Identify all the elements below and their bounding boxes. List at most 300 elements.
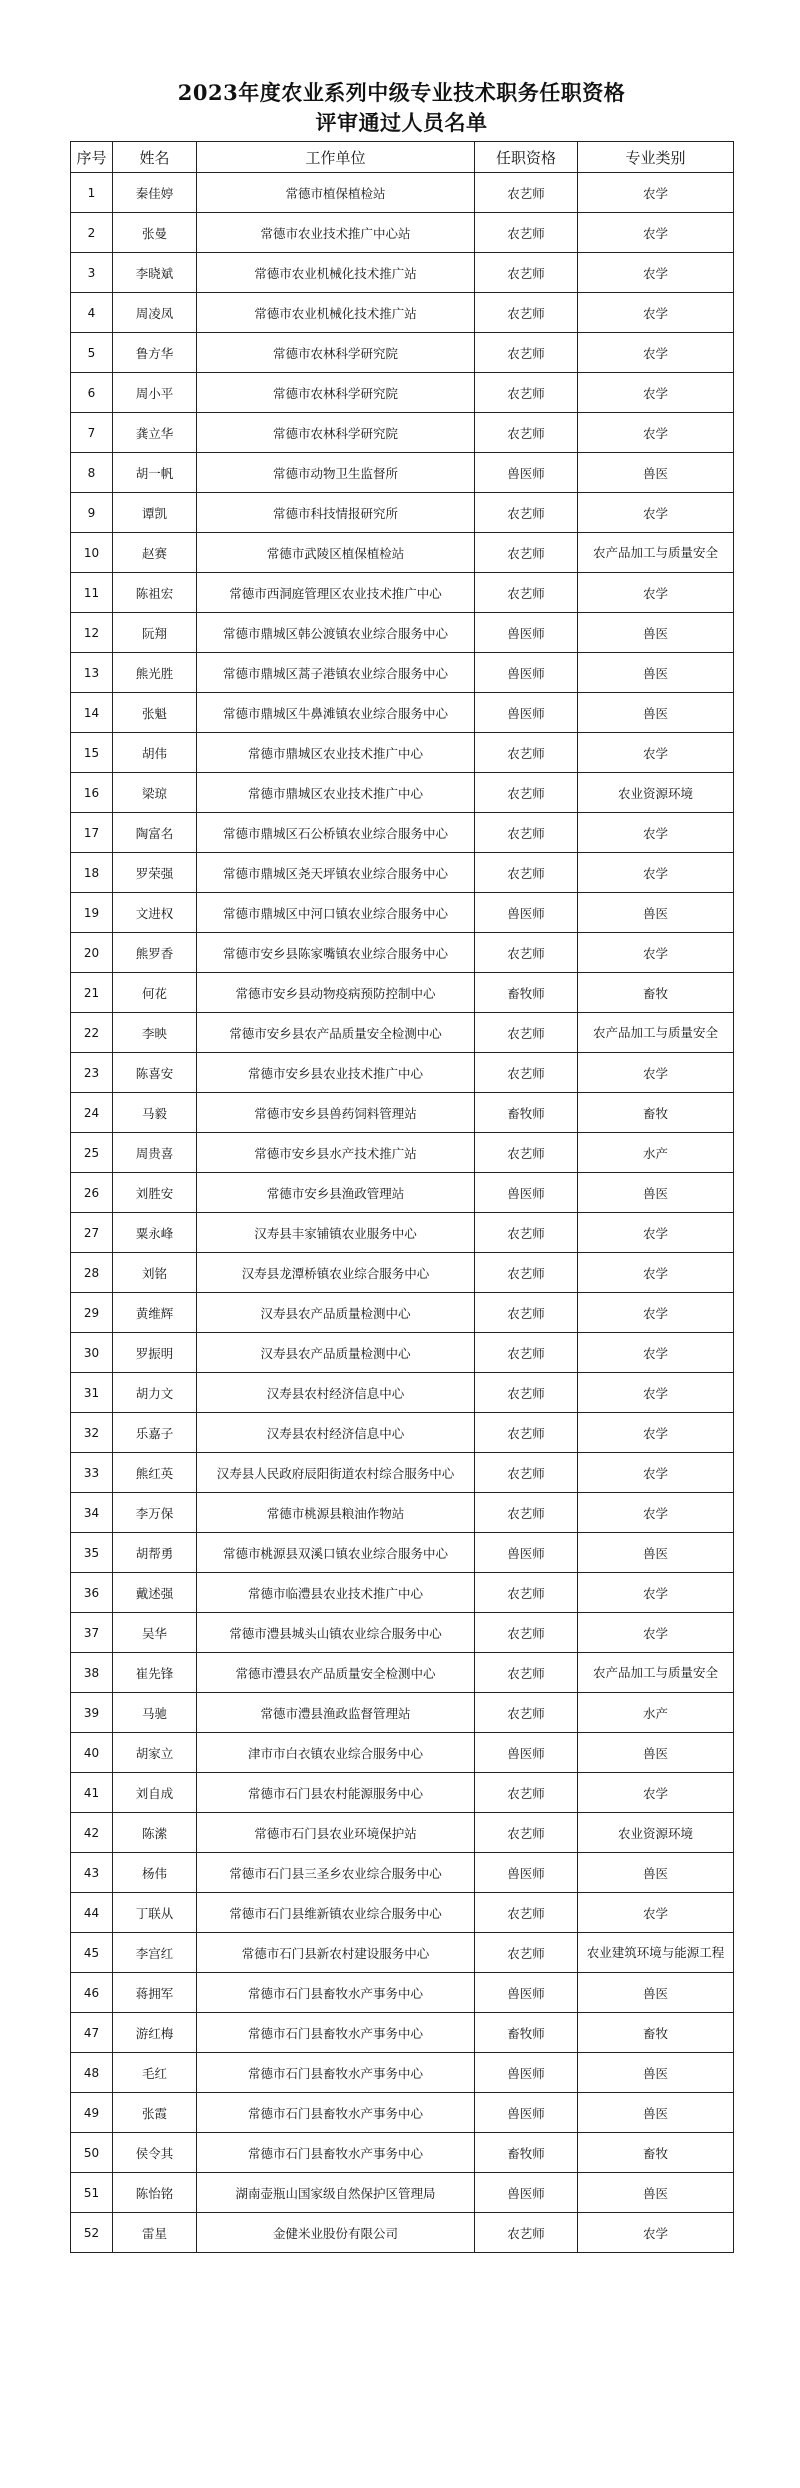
- table-row: [71, 693, 734, 733]
- table-row: [71, 1733, 734, 1773]
- row-name: 刘自成: [113, 1773, 197, 1813]
- row-index: 31: [71, 1373, 113, 1413]
- row-name: 鲁方华: [113, 333, 197, 373]
- row-index: 39: [71, 1693, 113, 1733]
- row-unit: 常德市安乡县农产品质量安全检测中心: [197, 1013, 475, 1053]
- row-category: 农学: [578, 373, 734, 413]
- row-index: 48: [71, 2053, 113, 2093]
- row-unit: 汉寿县农村经济信息中心: [197, 1413, 475, 1453]
- row-category: 兽医: [578, 1533, 734, 1573]
- table-row: [71, 1493, 734, 1533]
- table-row: [71, 1853, 734, 1893]
- row-index: 51: [71, 2173, 113, 2213]
- row-unit: 常德市武陵区植保植检站: [197, 533, 475, 573]
- row-name: 李宫红: [113, 1933, 197, 1973]
- row-name: 马驰: [113, 1693, 197, 1733]
- row-name: 秦佳婷: [113, 173, 197, 213]
- table-row: [71, 1813, 734, 1853]
- row-index: 10: [71, 533, 113, 573]
- table-row: [71, 333, 734, 373]
- row-qualification: 农艺师: [475, 373, 578, 413]
- row-qualification: 兽医师: [475, 1853, 578, 1893]
- row-qualification: 农艺师: [475, 2213, 578, 2253]
- row-category: 农学: [578, 1213, 734, 1253]
- row-qualification: 兽医师: [475, 693, 578, 733]
- row-index: 20: [71, 933, 113, 973]
- row-category: 农业资源环境: [578, 773, 734, 813]
- row-name: 周凌凤: [113, 293, 197, 333]
- table-row: [71, 653, 734, 693]
- row-name: 粟永峰: [113, 1213, 197, 1253]
- row-unit: 常德市鼎城区韩公渡镇农业综合服务中心: [197, 613, 475, 653]
- row-name: 陈潆: [113, 1813, 197, 1853]
- row-category: 兽医: [578, 893, 734, 933]
- row-name: 陈喜安: [113, 1053, 197, 1093]
- document-sheet: [70, 75, 733, 2253]
- table-row: [71, 2173, 734, 2213]
- row-index: 50: [71, 2133, 113, 2173]
- row-qualification: 农艺师: [475, 773, 578, 813]
- table-row: [71, 853, 734, 893]
- table-row: [71, 493, 734, 533]
- table-row: [71, 2133, 734, 2173]
- row-unit: 常德市临澧县农业技术推广中心: [197, 1573, 475, 1613]
- row-name: 崔先锋: [113, 1653, 197, 1693]
- table-row: [71, 1053, 734, 1093]
- row-index: 47: [71, 2013, 113, 2053]
- table-row: [71, 533, 734, 573]
- row-unit: 津市市白衣镇农业综合服务中心: [197, 1733, 475, 1773]
- row-name: 胡帮勇: [113, 1533, 197, 1573]
- row-qualification: 兽医师: [475, 893, 578, 933]
- personnel-table: [70, 141, 734, 2253]
- row-name: 梁琼: [113, 773, 197, 813]
- row-qualification: 农艺师: [475, 813, 578, 853]
- row-index: 16: [71, 773, 113, 813]
- row-category: 农学: [578, 1893, 734, 1933]
- header-name: 姓名: [113, 142, 197, 173]
- row-name: 文进权: [113, 893, 197, 933]
- row-name: 刘胜安: [113, 1173, 197, 1213]
- row-index: 3: [71, 253, 113, 293]
- row-name: 李万保: [113, 1493, 197, 1533]
- row-name: 赵赛: [113, 533, 197, 573]
- row-qualification: 农艺师: [475, 1493, 578, 1533]
- row-name: 刘铭: [113, 1253, 197, 1293]
- table-row: [71, 1893, 734, 1933]
- row-index: 32: [71, 1413, 113, 1453]
- header-category: 专业类别: [578, 142, 734, 173]
- row-qualification: 农艺师: [475, 1413, 578, 1453]
- row-name: 乐嘉子: [113, 1413, 197, 1453]
- table-row: [71, 1253, 734, 1293]
- row-qualification: 农艺师: [475, 1333, 578, 1373]
- row-qualification: 畜牧师: [475, 1093, 578, 1133]
- row-name: 何花: [113, 973, 197, 1013]
- row-qualification: 农艺师: [475, 533, 578, 573]
- table-row: [71, 1333, 734, 1373]
- row-qualification: 农艺师: [475, 493, 578, 533]
- row-unit: 常德市鼎城区农业技术推广中心: [197, 773, 475, 813]
- table-row: [71, 1533, 734, 1573]
- row-unit: 金健米业股份有限公司: [197, 2213, 475, 2253]
- table-row: [71, 973, 734, 1013]
- row-category: 农学: [578, 1413, 734, 1453]
- row-index: 43: [71, 1853, 113, 1893]
- table-row: [71, 1173, 734, 1213]
- row-name: 陈怡铭: [113, 2173, 197, 2213]
- row-unit: 常德市安乡县渔政管理站: [197, 1173, 475, 1213]
- row-index: 7: [71, 413, 113, 453]
- row-qualification: 农艺师: [475, 253, 578, 293]
- row-qualification: 兽医师: [475, 2053, 578, 2093]
- row-name: 龚立华: [113, 413, 197, 453]
- table-body: [71, 173, 734, 2253]
- row-unit: 常德市石门县农村能源服务中心: [197, 1773, 475, 1813]
- table-row: [71, 733, 734, 773]
- row-qualification: 农艺师: [475, 1573, 578, 1613]
- table-row: [71, 1933, 734, 1973]
- row-index: 25: [71, 1133, 113, 1173]
- row-name: 罗振明: [113, 1333, 197, 1373]
- table-header-row: [71, 142, 734, 173]
- row-index: 41: [71, 1773, 113, 1813]
- row-index: 38: [71, 1653, 113, 1693]
- row-category: 兽医: [578, 693, 734, 733]
- row-index: 24: [71, 1093, 113, 1133]
- row-index: 40: [71, 1733, 113, 1773]
- row-qualification: 兽医师: [475, 2093, 578, 2133]
- row-index: 18: [71, 853, 113, 893]
- row-name: 李映: [113, 1013, 197, 1053]
- row-unit: 常德市农业机械化技术推广站: [197, 293, 475, 333]
- table-row: [71, 1773, 734, 1813]
- table-row: [71, 2093, 734, 2133]
- table-row: [71, 1213, 734, 1253]
- row-qualification: 农艺师: [475, 1213, 578, 1253]
- row-name: 熊光胜: [113, 653, 197, 693]
- row-index: 15: [71, 733, 113, 773]
- row-category: 农学: [578, 1493, 734, 1533]
- row-name: 李晓斌: [113, 253, 197, 293]
- table-row: [71, 1653, 734, 1693]
- table-row: [71, 2053, 734, 2093]
- row-unit: 湖南壶瓶山国家级自然保护区管理局: [197, 2173, 475, 2213]
- row-unit: 汉寿县人民政府辰阳街道农村综合服务中心: [197, 1453, 475, 1493]
- row-category: 兽医: [578, 613, 734, 653]
- row-qualification: 农艺师: [475, 1773, 578, 1813]
- row-qualification: 农艺师: [475, 733, 578, 773]
- row-name: 罗荣强: [113, 853, 197, 893]
- row-qualification: 农艺师: [475, 293, 578, 333]
- row-unit: 常德市安乡县兽药饲料管理站: [197, 1093, 475, 1133]
- table-row: [71, 1693, 734, 1733]
- row-name: 蒋拥军: [113, 1973, 197, 2013]
- row-qualification: 农艺师: [475, 1653, 578, 1693]
- row-name: 熊红英: [113, 1453, 197, 1493]
- row-qualification: 兽医师: [475, 653, 578, 693]
- row-name: 侯令其: [113, 2133, 197, 2173]
- row-unit: 常德市澧县农产品质量安全检测中心: [197, 1653, 475, 1693]
- row-category: 兽医: [578, 2173, 734, 2213]
- row-unit: 常德市植保植检站: [197, 173, 475, 213]
- row-index: 26: [71, 1173, 113, 1213]
- row-qualification: 农艺师: [475, 1293, 578, 1333]
- row-qualification: 畜牧师: [475, 2133, 578, 2173]
- row-qualification: 兽医师: [475, 1173, 578, 1213]
- row-unit: 常德市鼎城区牛鼻滩镇农业综合服务中心: [197, 693, 475, 733]
- table-row: [71, 1133, 734, 1173]
- row-qualification: 农艺师: [475, 1013, 578, 1053]
- row-category: 畜牧: [578, 2013, 734, 2053]
- row-qualification: 农艺师: [475, 1453, 578, 1493]
- row-category: 农学: [578, 253, 734, 293]
- row-category: 兽医: [578, 1973, 734, 2013]
- row-category: 农学: [578, 1253, 734, 1293]
- row-unit: 常德市农林科学研究院: [197, 373, 475, 413]
- title-line-1: 2023年度农业系列中级专业技术职务任职资格: [177, 80, 626, 105]
- row-name: 雷星: [113, 2213, 197, 2253]
- row-index: 2: [71, 213, 113, 253]
- row-category: 农学: [578, 333, 734, 373]
- row-name: 谭凯: [113, 493, 197, 533]
- row-index: 27: [71, 1213, 113, 1253]
- row-index: 30: [71, 1333, 113, 1373]
- row-qualification: 兽医师: [475, 453, 578, 493]
- row-unit: 常德市农林科学研究院: [197, 333, 475, 373]
- row-category: 农学: [578, 213, 734, 253]
- row-unit: 常德市鼎城区石公桥镇农业综合服务中心: [197, 813, 475, 853]
- row-name: 阮翔: [113, 613, 197, 653]
- row-unit: 常德市鼎城区中河口镇农业综合服务中心: [197, 893, 475, 933]
- row-category: 农学: [578, 813, 734, 853]
- row-name: 黄维辉: [113, 1293, 197, 1333]
- row-qualification: 农艺师: [475, 333, 578, 373]
- row-unit: 常德市安乡县水产技术推广站: [197, 1133, 475, 1173]
- table-row: [71, 2013, 734, 2053]
- header-index: 序号: [71, 142, 113, 173]
- row-qualification: 兽医师: [475, 2173, 578, 2213]
- row-name: 张霞: [113, 2093, 197, 2133]
- row-index: 42: [71, 1813, 113, 1853]
- row-name: 丁联从: [113, 1893, 197, 1933]
- table-row: [71, 1573, 734, 1613]
- row-unit: 汉寿县农村经济信息中心: [197, 1373, 475, 1413]
- row-category: 畜牧: [578, 973, 734, 1013]
- row-category: 兽医: [578, 1733, 734, 1773]
- row-name: 陈祖宏: [113, 573, 197, 613]
- row-index: 35: [71, 1533, 113, 1573]
- row-qualification: 农艺师: [475, 1253, 578, 1293]
- row-name: 胡家立: [113, 1733, 197, 1773]
- row-index: 17: [71, 813, 113, 853]
- header-qualification: 任职资格: [475, 142, 578, 173]
- row-category: 畜牧: [578, 1093, 734, 1133]
- row-unit: 常德市石门县畜牧水产事务中心: [197, 2053, 475, 2093]
- row-index: 33: [71, 1453, 113, 1493]
- row-qualification: 农艺师: [475, 173, 578, 213]
- row-qualification: 兽医师: [475, 1533, 578, 1573]
- row-qualification: 兽医师: [475, 613, 578, 653]
- row-unit: 常德市西洞庭管理区农业技术推广中心: [197, 573, 475, 613]
- table-row: [71, 213, 734, 253]
- row-unit: 常德市石门县农业环境保护站: [197, 1813, 475, 1853]
- table-row: [71, 933, 734, 973]
- table-row: [71, 893, 734, 933]
- row-index: 46: [71, 1973, 113, 2013]
- row-qualification: 农艺师: [475, 1133, 578, 1173]
- row-category: 农学: [578, 1453, 734, 1493]
- row-unit: 常德市石门县维新镇农业综合服务中心: [197, 1893, 475, 1933]
- row-unit: 常德市农业技术推广中心站: [197, 213, 475, 253]
- row-category: 水产: [578, 1693, 734, 1733]
- table-row: [71, 813, 734, 853]
- table-row: [71, 293, 734, 333]
- document-title: [70, 75, 733, 141]
- row-category: 农学: [578, 1573, 734, 1613]
- row-index: 49: [71, 2093, 113, 2133]
- row-unit: 常德市桃源县双溪口镇农业综合服务中心: [197, 1533, 475, 1573]
- row-name: 张曼: [113, 213, 197, 253]
- row-category: 农学: [578, 173, 734, 213]
- row-index: 22: [71, 1013, 113, 1053]
- row-index: 12: [71, 613, 113, 653]
- table-row: [71, 613, 734, 653]
- row-index: 52: [71, 2213, 113, 2253]
- row-qualification: 畜牧师: [475, 973, 578, 1013]
- row-index: 8: [71, 453, 113, 493]
- row-unit: 常德市石门县畜牧水产事务中心: [197, 2013, 475, 2053]
- table-row: [71, 573, 734, 613]
- table-row: [71, 773, 734, 813]
- row-unit: 常德市桃源县粮油作物站: [197, 1493, 475, 1533]
- row-unit: 常德市科技情报研究所: [197, 493, 475, 533]
- row-unit: 常德市石门县畜牧水产事务中心: [197, 1973, 475, 2013]
- row-index: 34: [71, 1493, 113, 1533]
- row-qualification: 农艺师: [475, 213, 578, 253]
- row-index: 11: [71, 573, 113, 613]
- table-row: [71, 2213, 734, 2253]
- row-unit: 常德市安乡县动物疫病预防控制中心: [197, 973, 475, 1013]
- row-category: 农学: [578, 1613, 734, 1653]
- row-index: 13: [71, 653, 113, 693]
- row-category: 兽医: [578, 1173, 734, 1213]
- row-name: 毛红: [113, 2053, 197, 2093]
- row-unit: 常德市农林科学研究院: [197, 413, 475, 453]
- row-unit: 常德市农业机械化技术推广站: [197, 253, 475, 293]
- row-unit: 汉寿县龙潭桥镇农业综合服务中心: [197, 1253, 475, 1293]
- row-category: 兽医: [578, 453, 734, 493]
- row-category: 兽医: [578, 2053, 734, 2093]
- row-category: 农学: [578, 1293, 734, 1333]
- table-row: [71, 1373, 734, 1413]
- table-row: [71, 1013, 734, 1053]
- row-name: 张魁: [113, 693, 197, 733]
- row-name: 周贵喜: [113, 1133, 197, 1173]
- row-category: 兽医: [578, 2093, 734, 2133]
- table-row: [71, 1293, 734, 1333]
- row-index: 19: [71, 893, 113, 933]
- row-index: 6: [71, 373, 113, 413]
- row-index: 29: [71, 1293, 113, 1333]
- row-index: 4: [71, 293, 113, 333]
- row-unit: 常德市安乡县陈家嘴镇农业综合服务中心: [197, 933, 475, 973]
- table-row: [71, 173, 734, 213]
- row-name: 戴述强: [113, 1573, 197, 1613]
- table-row: [71, 253, 734, 293]
- row-qualification: 畜牧师: [475, 2013, 578, 2053]
- row-category: 农学: [578, 1773, 734, 1813]
- row-category: 农产品加工与质量安全: [578, 1653, 734, 1693]
- row-unit: 常德市安乡县农业技术推广中心: [197, 1053, 475, 1093]
- row-category: 农业建筑环境与能源工程: [578, 1933, 734, 1973]
- row-category: 兽医: [578, 653, 734, 693]
- row-category: 农学: [578, 733, 734, 773]
- row-qualification: 农艺师: [475, 853, 578, 893]
- table-row: [71, 1973, 734, 2013]
- row-index: 9: [71, 493, 113, 533]
- row-unit: 常德市石门县三圣乡农业综合服务中心: [197, 1853, 475, 1893]
- row-unit: 常德市动物卫生监督所: [197, 453, 475, 493]
- row-qualification: 农艺师: [475, 1693, 578, 1733]
- row-category: 畜牧: [578, 2133, 734, 2173]
- row-category: 农产品加工与质量安全: [578, 1013, 734, 1053]
- row-qualification: 农艺师: [475, 933, 578, 973]
- row-category: 农学: [578, 1333, 734, 1373]
- row-name: 吴华: [113, 1613, 197, 1653]
- row-index: 44: [71, 1893, 113, 1933]
- row-unit: 汉寿县丰家铺镇农业服务中心: [197, 1213, 475, 1253]
- row-index: 5: [71, 333, 113, 373]
- table-row: [71, 413, 734, 453]
- row-qualification: 农艺师: [475, 1373, 578, 1413]
- row-category: 农学: [578, 853, 734, 893]
- row-category: 农产品加工与质量安全: [578, 533, 734, 573]
- row-qualification: 农艺师: [475, 413, 578, 453]
- row-category: 农学: [578, 1053, 734, 1093]
- table-row: [71, 1413, 734, 1453]
- row-name: 胡一帆: [113, 453, 197, 493]
- row-name: 游红梅: [113, 2013, 197, 2053]
- row-unit: 汉寿县农产品质量检测中心: [197, 1333, 475, 1373]
- table-row: [71, 1453, 734, 1493]
- row-qualification: 兽医师: [475, 1733, 578, 1773]
- row-qualification: 农艺师: [475, 1933, 578, 1973]
- row-name: 胡伟: [113, 733, 197, 773]
- row-index: 1: [71, 173, 113, 213]
- row-index: 14: [71, 693, 113, 733]
- row-index: 21: [71, 973, 113, 1013]
- row-unit: 常德市石门县畜牧水产事务中心: [197, 2093, 475, 2133]
- row-category: 农学: [578, 413, 734, 453]
- row-unit: 常德市澧县渔政监督管理站: [197, 1693, 475, 1733]
- row-qualification: 农艺师: [475, 1893, 578, 1933]
- row-category: 农学: [578, 293, 734, 333]
- row-name: 马毅: [113, 1093, 197, 1133]
- row-category: 农学: [578, 493, 734, 533]
- row-unit: 常德市鼎城区农业技术推广中心: [197, 733, 475, 773]
- row-category: 兽医: [578, 1853, 734, 1893]
- row-name: 熊罗香: [113, 933, 197, 973]
- title-line-2: 评审通过人员名单: [315, 110, 488, 135]
- row-category: 水产: [578, 1133, 734, 1173]
- row-category: 农学: [578, 1373, 734, 1413]
- row-index: 45: [71, 1933, 113, 1973]
- row-name: 周小平: [113, 373, 197, 413]
- row-category: 农学: [578, 933, 734, 973]
- row-category: 农业资源环境: [578, 1813, 734, 1853]
- row-unit: 常德市鼎城区蒿子港镇农业综合服务中心: [197, 653, 475, 693]
